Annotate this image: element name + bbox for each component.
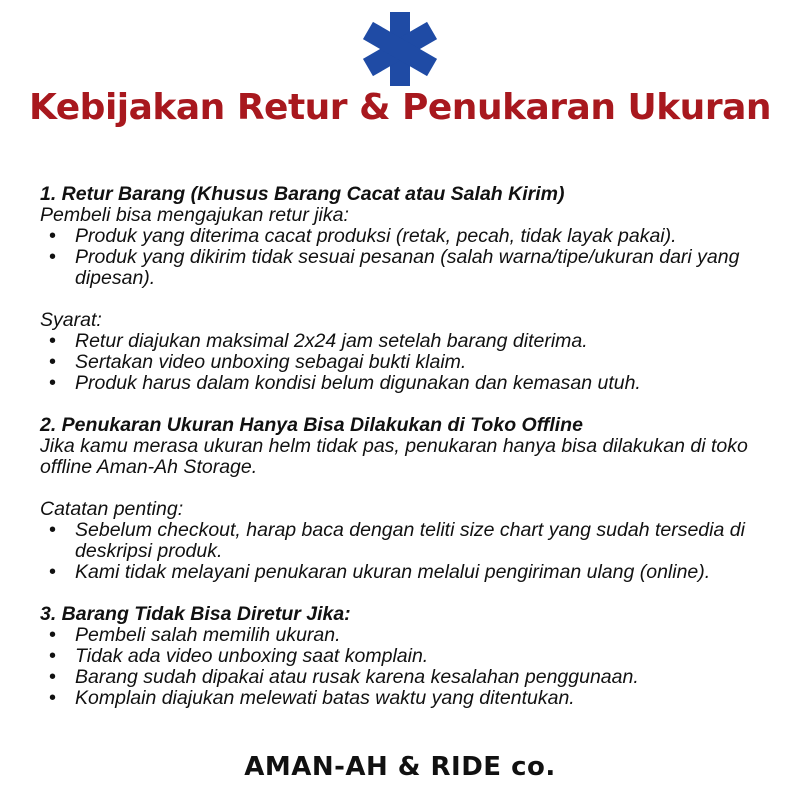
requirements-list [40,331,780,394]
section-penukaran-ukuran [40,415,780,583]
brand-footer: AMAN-AH & RIDE co. [244,752,556,782]
list-item: • Produk harus dalam kondisi belum digunakan dan kemasan utuh. [40,373,780,394]
section-tidak-bisa-retur [40,604,780,709]
list-item: • Tidak ada video unboxing saat komplain. [40,646,780,667]
section-heading: 3. Barang Tidak Bisa Diretur Jika: [40,603,351,625]
notes-list [40,520,780,583]
asterisk-icon [361,10,439,88]
exclusions-list [40,625,780,709]
section-intro: Jika kamu merasa ukuran helm tidak pas, penukaran hanya bisa dilakukan di toko offline Aman-Ah Storage. [40,435,748,478]
section-heading: 1. Retur Barang (Khusus Barang Cacat atau Salah Kirim) [40,183,565,205]
section-intro: Pembeli bisa mengajukan retur jika: [40,204,349,226]
list-item: • Produk yang diterima cacat produksi (retak, pecah, tidak layak pakai). [40,226,780,247]
page-title: Kebijakan Retur & Penukaran Ukuran [29,87,771,128]
retur-conditions-list [40,226,780,289]
list-item: • Sebelum checkout, harap baca dengan teliti size chart yang sudah tersedia di deskripsi produk. [40,520,780,562]
list-item: • Barang sudah dipakai atau rusak karena kesalahan penggunaan. [40,667,780,688]
list-item: • Retur diajukan maksimal 2x24 jam setelah barang diterima. [40,331,780,352]
list-item: • Produk yang dikirim tidak sesuai pesanan (salah warna/tipe/ukuran dari yang dipesan). [40,247,780,289]
list-item: • Pembeli salah memilih ukuran. [40,625,780,646]
list-item: • Kami tidak melayani penukaran ukuran melalui pengiriman ulang (online). [40,562,780,583]
list-item: • Sertakan video unboxing sebagai bukti klaim. [40,352,780,373]
requirements-label: Syarat: [40,309,102,331]
policy-content [40,184,780,709]
section-retur [40,184,780,394]
section-heading: 2. Penukaran Ukuran Hanya Bisa Dilakukan di Toko Offline [40,414,583,436]
notes-label: Catatan penting: [40,498,184,520]
list-item: • Komplain diajukan melewati batas waktu yang ditentukan. [40,688,780,709]
